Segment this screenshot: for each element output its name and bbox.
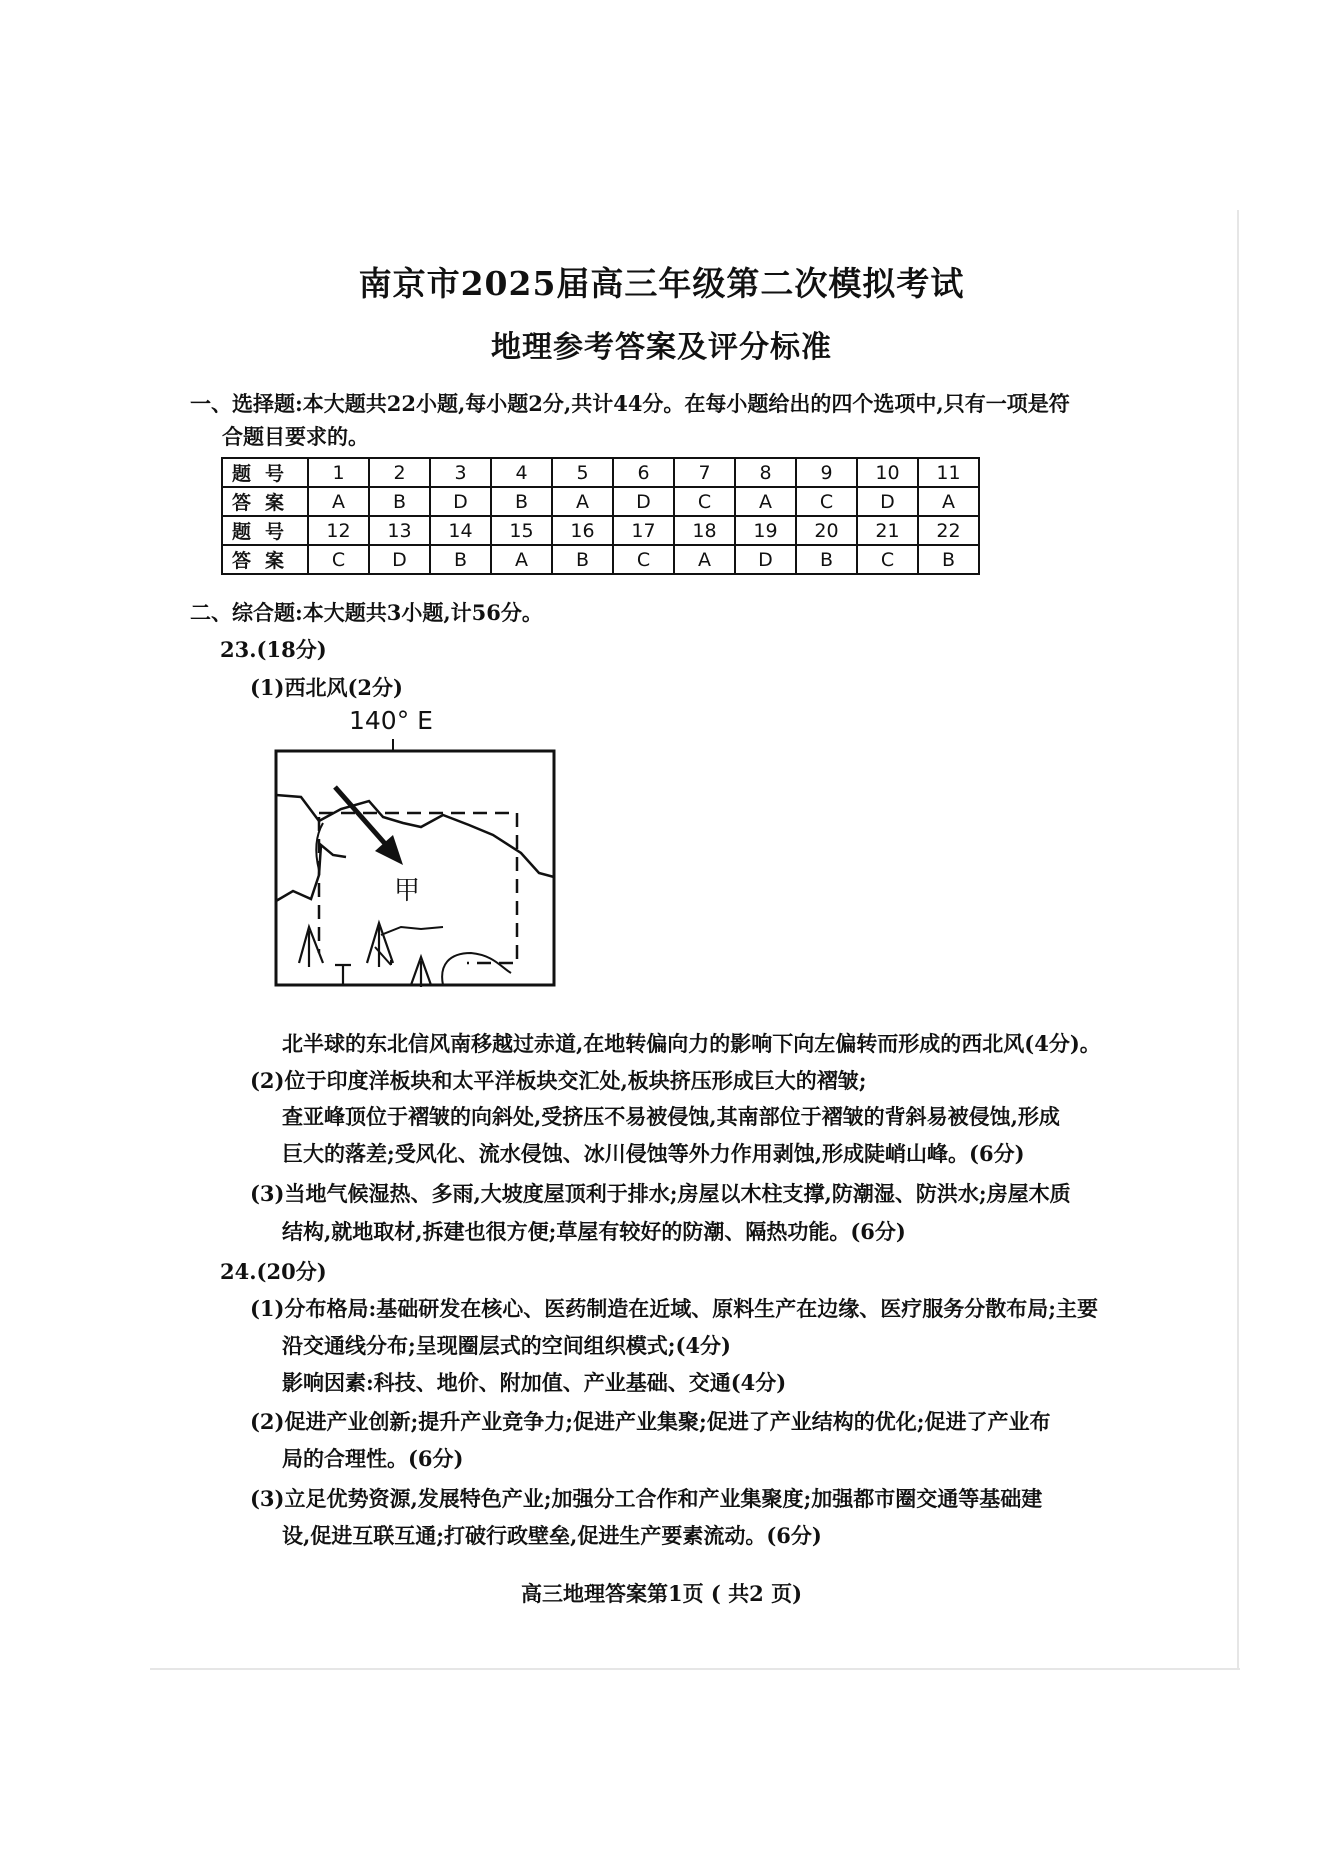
answer-cell: A bbox=[552, 487, 613, 516]
map-svg bbox=[271, 705, 561, 995]
answer-cell: A bbox=[735, 487, 796, 516]
right-edge-line bbox=[1237, 210, 1239, 1670]
q23-part2-line2: 查亚峰顶位于褶皱的向斜处,受挤压不易被侵蚀,其南部位于褶皱的背斜易被侵蚀,形成 bbox=[282, 1104, 1060, 1129]
answer-cell: A bbox=[918, 487, 979, 516]
q23-part3-line1: (3)当地气候湿热、多雨,大坡度屋顶利于排水;房屋以木柱支撑,防潮湿、防洪水;房屋木质 bbox=[250, 1181, 1071, 1206]
question-number: 4 bbox=[491, 458, 552, 487]
question-number: 12 bbox=[308, 516, 369, 545]
q24-part3-line2: 设,促进互联互通;打破行政壁垒,促进生产要素流动。(6分) bbox=[282, 1523, 822, 1548]
answer-cell: B bbox=[491, 487, 552, 516]
answer-cell: A bbox=[308, 487, 369, 516]
section2-heading: 二、综合题:本大题共3小题,计56分。 bbox=[190, 600, 543, 625]
q24-part1-line1: (1)分布格局:基础研发在核心、医药制造在近域、原料生产在边缘、医疗服务分散布局;主要 bbox=[250, 1296, 1098, 1321]
question-number: 10 bbox=[857, 458, 918, 487]
question-number: 6 bbox=[613, 458, 674, 487]
question-number: 14 bbox=[430, 516, 491, 545]
q24-part2-line2: 局的合理性。(6分) bbox=[282, 1446, 464, 1471]
answer-cell: B bbox=[796, 545, 857, 574]
question-number: 22 bbox=[918, 516, 979, 545]
answer-cell: C bbox=[857, 545, 918, 574]
row-label: 题号 bbox=[222, 458, 308, 487]
question-number: 3 bbox=[430, 458, 491, 487]
question-number: 19 bbox=[735, 516, 796, 545]
question-number: 20 bbox=[796, 516, 857, 545]
q23-part2-line1: (2)位于印度洋板块和太平洋板块交汇处,板块挤压形成巨大的褶皱; bbox=[250, 1068, 867, 1093]
answer-table-row-answers-2 bbox=[222, 545, 979, 574]
question-number: 21 bbox=[857, 516, 918, 545]
q24-part1-line3: 影响因素:科技、地价、附加值、产业基础、交通(4分) bbox=[282, 1370, 787, 1395]
question-number: 15 bbox=[491, 516, 552, 545]
page-footer: 高三地理答案第1页 ( 共2 页) bbox=[520, 1581, 803, 1606]
question-number: 5 bbox=[552, 458, 613, 487]
answer-table-row-numbers-1 bbox=[222, 458, 979, 487]
question-number: 11 bbox=[918, 458, 979, 487]
row-label: 答案 bbox=[222, 487, 308, 516]
question-number: 9 bbox=[796, 458, 857, 487]
answer-cell: D bbox=[369, 545, 430, 574]
answer-table-row-answers-1 bbox=[222, 487, 979, 516]
answer-table-row-numbers-2 bbox=[222, 516, 979, 545]
question-number: 8 bbox=[735, 458, 796, 487]
answer-cell: A bbox=[674, 545, 735, 574]
question-number: 7 bbox=[674, 458, 735, 487]
q24-part3-line1: (3)立足优势资源,发展特色产业;加强分工合作和产业集聚度;加强都市圈交通等基础建 bbox=[250, 1486, 1043, 1511]
question-number: 17 bbox=[613, 516, 674, 545]
q23-part3-line2: 结构,就地取材,拆建也很方便;草屋有较好的防潮、隔热功能。(6分) bbox=[282, 1219, 906, 1244]
answer-cell: C bbox=[796, 487, 857, 516]
page-title: 南京市2025届高三年级第二次模拟考试 bbox=[358, 264, 965, 303]
wind-direction-map bbox=[271, 705, 561, 999]
row-label: 题号 bbox=[222, 516, 308, 545]
wind-arrow-icon bbox=[335, 787, 403, 865]
answer-cell: D bbox=[430, 487, 491, 516]
question-number: 18 bbox=[674, 516, 735, 545]
q23-part1-answer: (1)西北风(2分) bbox=[250, 675, 403, 700]
q24-heading: 24.(20分) bbox=[220, 1259, 327, 1284]
map-location-marker: 甲 bbox=[394, 876, 421, 906]
answer-table bbox=[221, 457, 980, 575]
row-label: 答案 bbox=[222, 545, 308, 574]
bottom-edge-line bbox=[150, 1668, 1240, 1670]
question-number: 2 bbox=[369, 458, 430, 487]
answer-cell: B bbox=[430, 545, 491, 574]
answer-cell: C bbox=[674, 487, 735, 516]
page-subtitle: 地理参考答案及评分标准 bbox=[491, 330, 832, 365]
question-number: 16 bbox=[552, 516, 613, 545]
answer-cell: D bbox=[735, 545, 796, 574]
q24-part2-line1: (2)促进产业创新;提升产业竞争力;促进产业集聚;促进了产业结构的优化;促进了产业布 bbox=[250, 1409, 1051, 1434]
q23-part2-line3: 巨大的落差;受风化、流水侵蚀、冰川侵蚀等外力作用剥蚀,形成陡峭山峰。(6分) bbox=[282, 1141, 1025, 1166]
answer-cell: B bbox=[552, 545, 613, 574]
answer-cell: C bbox=[308, 545, 369, 574]
question-number: 13 bbox=[369, 516, 430, 545]
answer-cell: B bbox=[369, 487, 430, 516]
answer-cell: C bbox=[613, 545, 674, 574]
answer-cell: A bbox=[491, 545, 552, 574]
map-longitude-label: 140° E bbox=[349, 706, 433, 735]
answer-cell: D bbox=[857, 487, 918, 516]
answer-cell: B bbox=[918, 545, 979, 574]
question-number: 1 bbox=[308, 458, 369, 487]
q24-part1-line2: 沿交通线分布;呈现圈层式的空间组织模式;(4分) bbox=[282, 1333, 731, 1358]
section1-instruction-line2: 合题目要求的。 bbox=[222, 424, 369, 449]
q23-heading: 23.(18分) bbox=[220, 637, 327, 662]
section1-instruction-line1: 一、选择题:本大题共22小题,每小题2分,共计44分。在每小题给出的四个选项中,只有一项是符 bbox=[190, 391, 1070, 416]
q23-part1-explanation: 北半球的东北信风南移越过赤道,在地转偏向力的影响下向左偏转而形成的西北风(4分)。 bbox=[282, 1031, 1101, 1056]
answer-cell: D bbox=[613, 487, 674, 516]
